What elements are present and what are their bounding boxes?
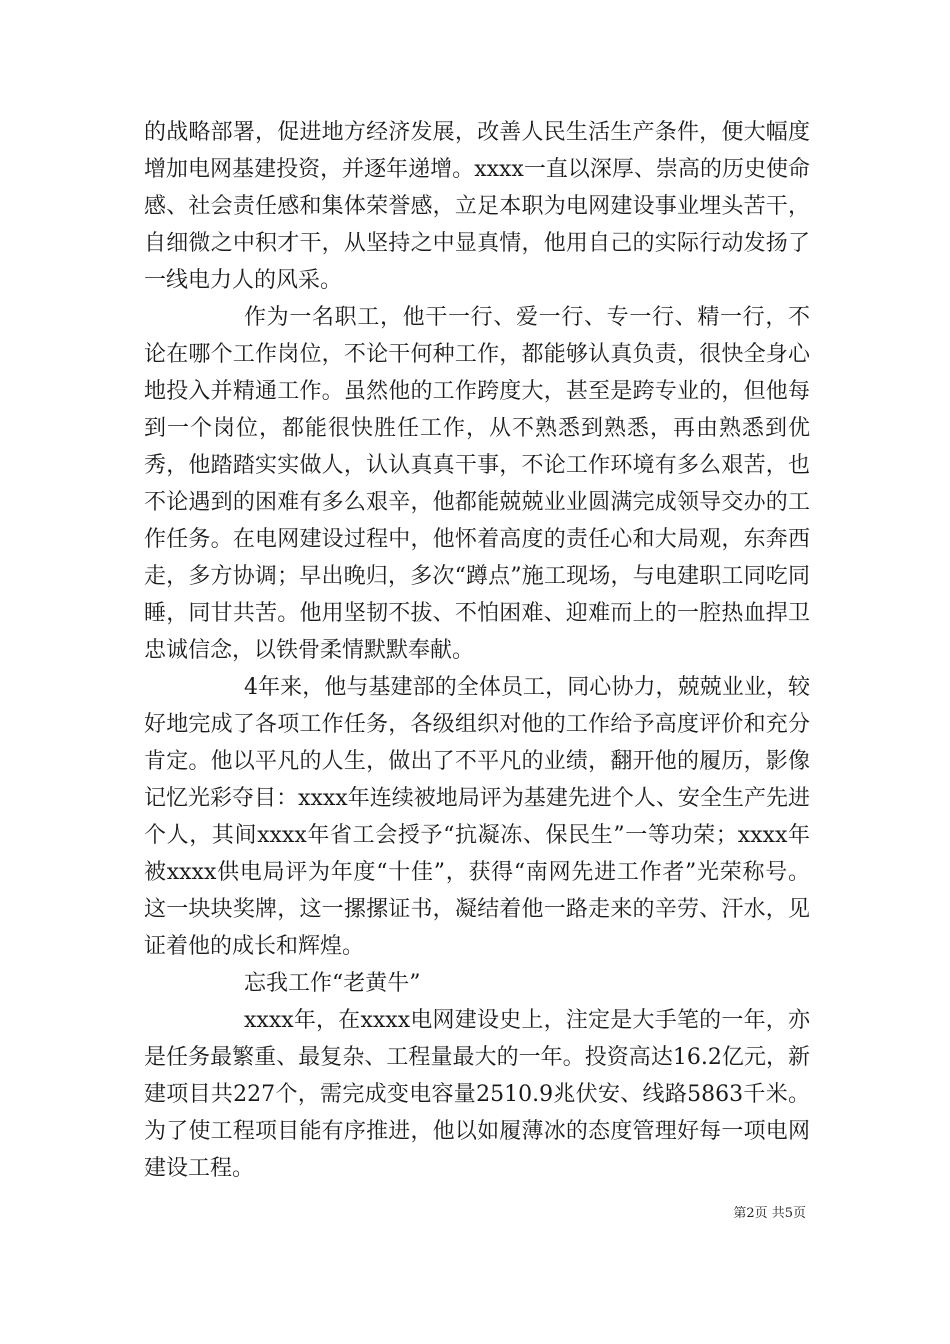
section-heading: 忘我工作“老黄牛” bbox=[244, 971, 421, 996]
document-body bbox=[144, 114, 810, 1187]
paragraph-achievements: 4年来，他与基建部的全体员工，同心协力，兢兢业业，较好地完成了各项工作任务，各级组织对他的工作给予高度评价和充分肯定。他以平凡的人生，做出了不平凡的业绩，翻开他的履历，影像记忆光彩夺目：xxxx年连续被地局评为基建先进个人、安全生产先进个人，其间xxxx年省工会授予“抗凝冻、保民生”一等功荣；xxxx年被xxxx供电局评为年度“十佳”，获得“南网先进工作者”光荣称号。这一块块奖牌，这一摞摞证书，凝结着他一路走来的辛劳、汗水，见证着他的成长和辉煌。 bbox=[144, 675, 810, 959]
page-number-footer: 第2页 共5页 bbox=[733, 1206, 806, 1221]
paragraph-grid-construction: xxxx年，在xxxx电网建设史上，注定是大手笔的一年，亦是任务最繁重、最复杂、工程量最大的一年。投资高达16.2亿元，新建项目共227个，需完成变电容量2510.9兆伏安、线路5863千米。为了使工程项目能有序推进，他以如履薄冰的态度管理好每一项电网建设工程。 bbox=[144, 1008, 810, 1181]
paragraph-employee-dedication: 作为一名职工，他干一行、爱一行、专一行、精一行，不论在哪个工作岗位，不论干何种工作，都能够认真负责，很快全身心地投入并精通工作。虽然他的工作跨度大，甚至是跨专业的，但他每到一个岗位，都能很快胜任工作，从不熟悉到熟悉，再由熟悉到优秀，他踏踏实实做人，认认真真干事，不论工作环境有多么艰苦，也不论遇到的困难有多么艰辛，他都能兢兢业业圆满完成领导交办的工作任务。在电网建设过程中，他怀着高度的责任心和大局观，东奔西走，多方协调；早出晚归，多次“蹲点”施工现场，与电建职工同吃同睡，同甘共苦。他用坚韧不拔、不怕困难、迎难而上的一腔热血捍卫忠诚信念，以铁骨柔情默默奉献。 bbox=[144, 305, 810, 663]
paragraph-continuation: 的战略部署，促进地方经济发展，改善人民生活生产条件，便大幅度增加电网基建投资，并逐年递增。xxxx一直以深厚、崇高的历史使命感、社会责任感和集体荣誉感，立足本职为电网建设事业埋头苦干，自细微之中积才干，从坚持之中显真情，他用自己的实际行动发扬了一线电力人的风采。 bbox=[144, 120, 810, 293]
